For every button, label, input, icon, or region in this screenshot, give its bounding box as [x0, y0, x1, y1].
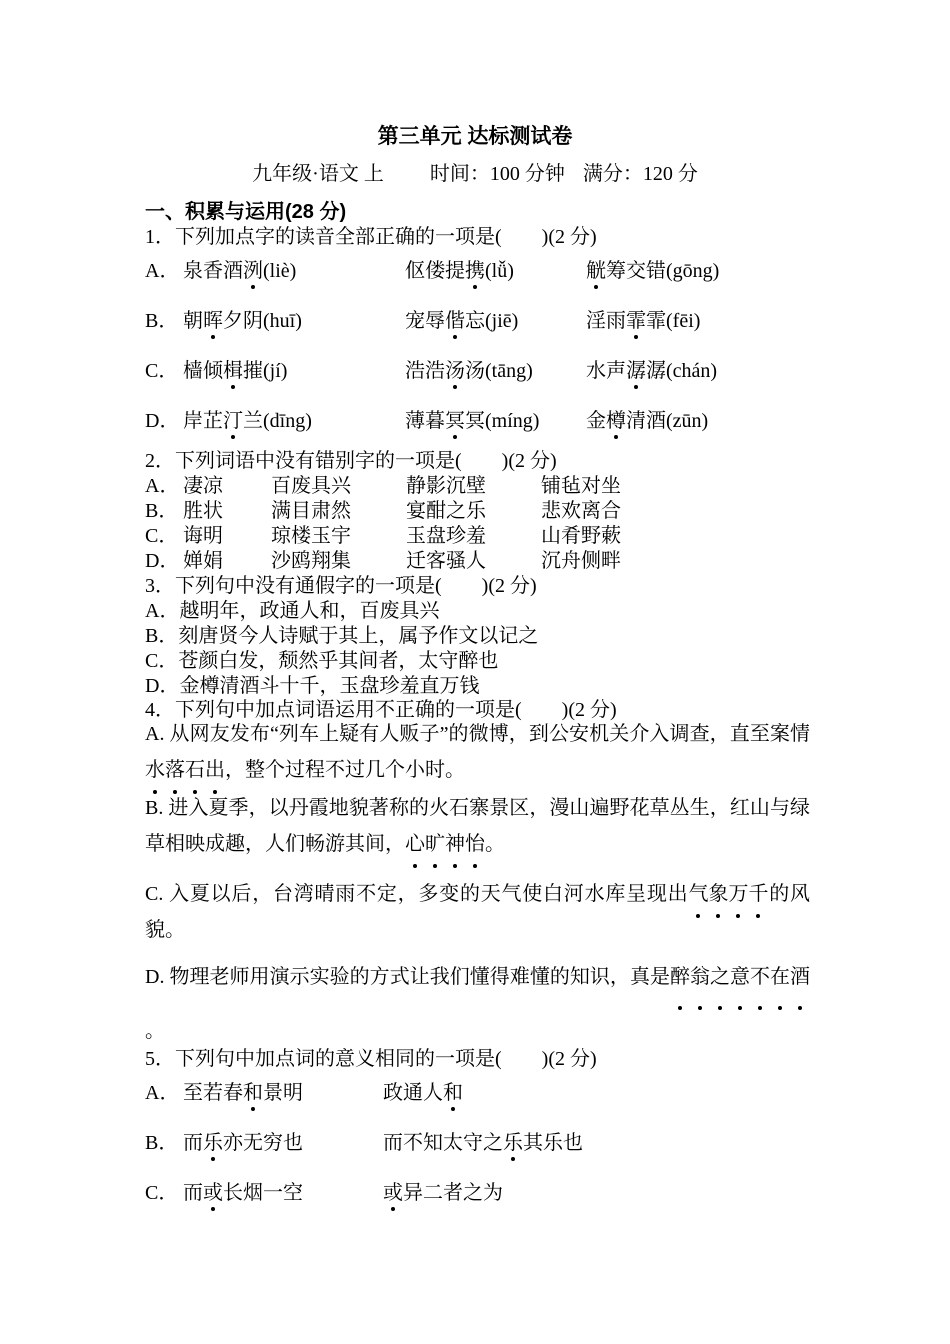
option-label: D． [145, 410, 180, 432]
q5-right-sentence [383, 1081, 463, 1105]
exam-time: 时间：100 分钟 [429, 163, 565, 185]
item-text: 岸芷 [183, 410, 223, 432]
q4-option-b: B. 进入夏季，以丹霞地貌著称的火石寨景区，漫山遍野花草丛生，红山与绿草相映成趣，人们畅游其间，心旷神怡。 [145, 790, 810, 862]
emphasis-char: 楫 [223, 360, 243, 382]
emphasis-char: 樽 [606, 410, 626, 432]
q4-option-c-dotted [688, 883, 768, 905]
item-text: (liè) [263, 260, 297, 282]
item-text: 伛偻提 [405, 260, 465, 282]
q1-option-item [183, 309, 302, 333]
q4-option-d: D. 物理老师用演示实验的方式让我们懂得难懂的知识，真是醉翁之意不在酒。 [145, 950, 810, 1058]
emphasis-char: 落 [165, 752, 185, 788]
q1-option-item [586, 259, 719, 283]
option-label: B． [145, 500, 179, 522]
emphasis-char: 水 [145, 752, 165, 788]
q2-stem: 2．下列词语中没有错别字的一项是( )(2 分) [145, 450, 557, 472]
emphasis-char: 汀 [223, 410, 243, 432]
q1-option-row [145, 359, 810, 383]
emphasis-char: 偕 [445, 310, 465, 332]
q1-option-item [586, 409, 708, 433]
item-text: 忘(jiē) [465, 310, 519, 332]
q4-option-a-dotted [145, 759, 225, 781]
q2-option-word: 宴酣之乐 [406, 500, 486, 522]
q2-option-word: 沙鸥翔集 [271, 550, 351, 572]
exam-score: 满分：120 分 [582, 163, 698, 185]
emphasis-char: 和 [243, 1082, 263, 1104]
emphasis-char: 汤 [445, 360, 465, 382]
exam-info [0, 161, 950, 187]
q2-option-row [145, 474, 810, 498]
option-label: C． [145, 1182, 179, 1204]
q5-right-sentence [383, 1131, 583, 1155]
emphasis-char: 乐 [503, 1132, 523, 1154]
item-text: 霏(fēi) [646, 310, 701, 332]
q5-option-row [145, 1081, 810, 1105]
emphasis-char: 怡 [465, 826, 485, 862]
item-text: 而 [183, 1182, 203, 1204]
q2-option-word: 迁客骚人 [406, 550, 486, 572]
emphasis-char: 晖 [203, 310, 223, 332]
q5-left-sentence [183, 1181, 303, 1205]
q2-option-word: 胜状 [183, 500, 223, 522]
q3-option-row: A．越明年，政通人和，百废具兴 [145, 600, 440, 622]
emphasis-char: 醉 [670, 950, 690, 1004]
dotted-text [405, 833, 485, 855]
item-text: 而不知太守之 [383, 1132, 503, 1154]
q2-option-word: 悲欢离合 [541, 500, 621, 522]
item-text: 潺(chán) [646, 360, 718, 382]
section-heading: 一、积累与运用(28 分) [145, 201, 347, 223]
emphasis-char: 象 [708, 876, 728, 912]
q2-option-word: 满目肃然 [271, 500, 351, 522]
item-text: 宠辱 [405, 310, 445, 332]
item-text: 浩浩 [405, 360, 445, 382]
q1-stem: 1．下列加点字的读音全部正确的一项是( )(2 分) [145, 226, 597, 248]
item-text: 其乐也 [523, 1132, 583, 1154]
q1-option-item [405, 309, 518, 333]
q5-stem: 5．下列句中加点词的意义相同的一项是( )(2 分) [145, 1048, 597, 1070]
item-text: (lǚ) [485, 260, 514, 282]
item-text: 兰(dīng) [243, 410, 312, 432]
option-label: C． [145, 360, 179, 382]
q2-option-word: 婵娟 [183, 550, 223, 572]
item-text: 泉香酒 [183, 260, 243, 282]
dotted-text [750, 966, 810, 988]
option-label: A． [145, 1082, 180, 1104]
emphasis-char: 心 [405, 826, 425, 862]
q1-option-row [145, 309, 810, 333]
emphasis-char: 冥 [445, 410, 465, 432]
emphasis-char: 之 [710, 950, 730, 1004]
grade-subject: 九年级·语文 上 [252, 163, 384, 185]
item-text: 而 [183, 1132, 203, 1154]
q2-option-word: 琼楼玉宇 [271, 525, 351, 547]
q1-option-item [405, 259, 514, 283]
emphasis-char: 不 [750, 950, 770, 1004]
emphasis-char: 神 [445, 826, 465, 862]
q4-option-d-dotted-2 [750, 966, 810, 988]
q2-option-word: 诲明 [183, 525, 223, 547]
emphasis-char: 潺 [626, 360, 646, 382]
q3-option-row: D．金樽清酒斗十千，玉盘珍羞直万钱 [145, 675, 480, 697]
q4-option-d-dotted [670, 966, 750, 988]
emphasis-char: 和 [443, 1082, 463, 1104]
q1-option-item [586, 359, 717, 383]
option-label: D． [145, 550, 180, 572]
q4-option-c: C. 入夏以后，台湾晴雨不定，多变的天气使白河水库呈现出气象万千的风貌。 [145, 876, 810, 948]
item-text: 樯倾 [183, 360, 223, 382]
emphasis-char: 万 [728, 876, 748, 912]
q3-option-row: B．刻唐贤今人诗赋于其上，属予作文以记之 [145, 625, 539, 647]
item-text: 长烟一空 [223, 1182, 303, 1204]
item-text: 清酒(zūn) [626, 410, 709, 432]
emphasis-char: 旷 [425, 826, 445, 862]
q1-option-row [145, 409, 810, 433]
q2-option-word: 凄凉 [183, 475, 223, 497]
emphasis-char: 或 [203, 1182, 223, 1204]
option-label: A． [145, 475, 180, 497]
emphasis-char: 千 [748, 876, 768, 912]
item-text: 水声 [586, 360, 626, 382]
q5-left-sentence [183, 1131, 303, 1155]
item-text: 政通人 [383, 1082, 443, 1104]
page-title: 第三单元 达标测试卷 [377, 125, 573, 148]
dotted-text [688, 883, 768, 905]
q1-option-item [405, 359, 533, 383]
emphasis-char: 洌 [243, 260, 263, 282]
q1-option-item [405, 409, 539, 433]
q5-left-sentence [183, 1081, 303, 1105]
item-text: 景明 [263, 1082, 303, 1104]
item-text: 冥(míng) [465, 410, 540, 432]
item-text: 朝 [183, 310, 203, 332]
q1-option-item [586, 309, 700, 333]
q2-option-word: 静影沉壁 [406, 475, 486, 497]
item-text: 金 [586, 410, 606, 432]
item-text: 筹交错(gōng) [606, 260, 720, 282]
q2-option-word: 山肴野蔌 [541, 525, 621, 547]
dotted-text [145, 759, 225, 781]
option-label: C． [145, 525, 179, 547]
q2-option-word: 铺毡对坐 [541, 475, 621, 497]
emphasis-char: 携 [465, 260, 485, 282]
emphasis-char: 觥 [586, 260, 606, 282]
emphasis-char: 出 [205, 752, 225, 788]
q3-option-row: C．苍颜白发，颓然乎其间者，太守醉也 [145, 650, 499, 672]
q1-option-row [145, 259, 810, 283]
q1-option-item [183, 259, 296, 283]
emphasis-char: 乐 [203, 1132, 223, 1154]
dotted-text [670, 966, 750, 988]
option-label: A． [145, 260, 180, 282]
item-text: 至若春 [183, 1082, 243, 1104]
q5-right-sentence [383, 1181, 503, 1205]
option-label: B． [145, 310, 179, 332]
emphasis-char: 石 [185, 752, 205, 788]
emphasis-char: 或 [383, 1182, 403, 1204]
emphasis-char: 在 [770, 950, 790, 1004]
item-text: 薄暮 [405, 410, 445, 432]
q4-option-a: A. 从网友发布“列车上疑有人贩子”的微博，到公安机关介入调查，直至案情水落石出，整个过程不过几个小时。 [145, 716, 810, 788]
item-text: 汤(tāng) [465, 360, 533, 382]
q1-option-item [183, 409, 312, 433]
q4-option-b-dotted [405, 833, 485, 855]
q1-option-item [183, 359, 287, 383]
q5-option-row [145, 1131, 810, 1155]
q3-stem: 3．下列句中没有通假字的一项是( )(2 分) [145, 575, 537, 597]
emphasis-char: 翁 [690, 950, 710, 1004]
item-text: 淫雨 [586, 310, 626, 332]
q2-option-word: 沉舟侧畔 [541, 550, 621, 572]
item-text: 异二者之为 [403, 1182, 503, 1204]
item-text: 摧(jí) [243, 360, 288, 382]
q2-option-row [145, 524, 810, 548]
item-text: 夕阴(huī) [223, 310, 302, 332]
q2-option-word: 百废具兴 [271, 475, 351, 497]
item-text: 亦无穷也 [223, 1132, 303, 1154]
q4-stem: 4．下列句中加点词语运用不正确的一项是( )(2 分) [145, 699, 617, 721]
emphasis-char: 意 [730, 950, 750, 1004]
q2-option-row [145, 549, 810, 573]
emphasis-char: 霏 [626, 310, 646, 332]
option-label: B． [145, 1132, 179, 1154]
emphasis-char: 气 [688, 876, 708, 912]
emphasis-char: 酒 [790, 950, 810, 1004]
q2-option-word: 玉盘珍羞 [406, 525, 486, 547]
q2-option-row [145, 499, 810, 523]
q5-option-row [145, 1181, 810, 1205]
